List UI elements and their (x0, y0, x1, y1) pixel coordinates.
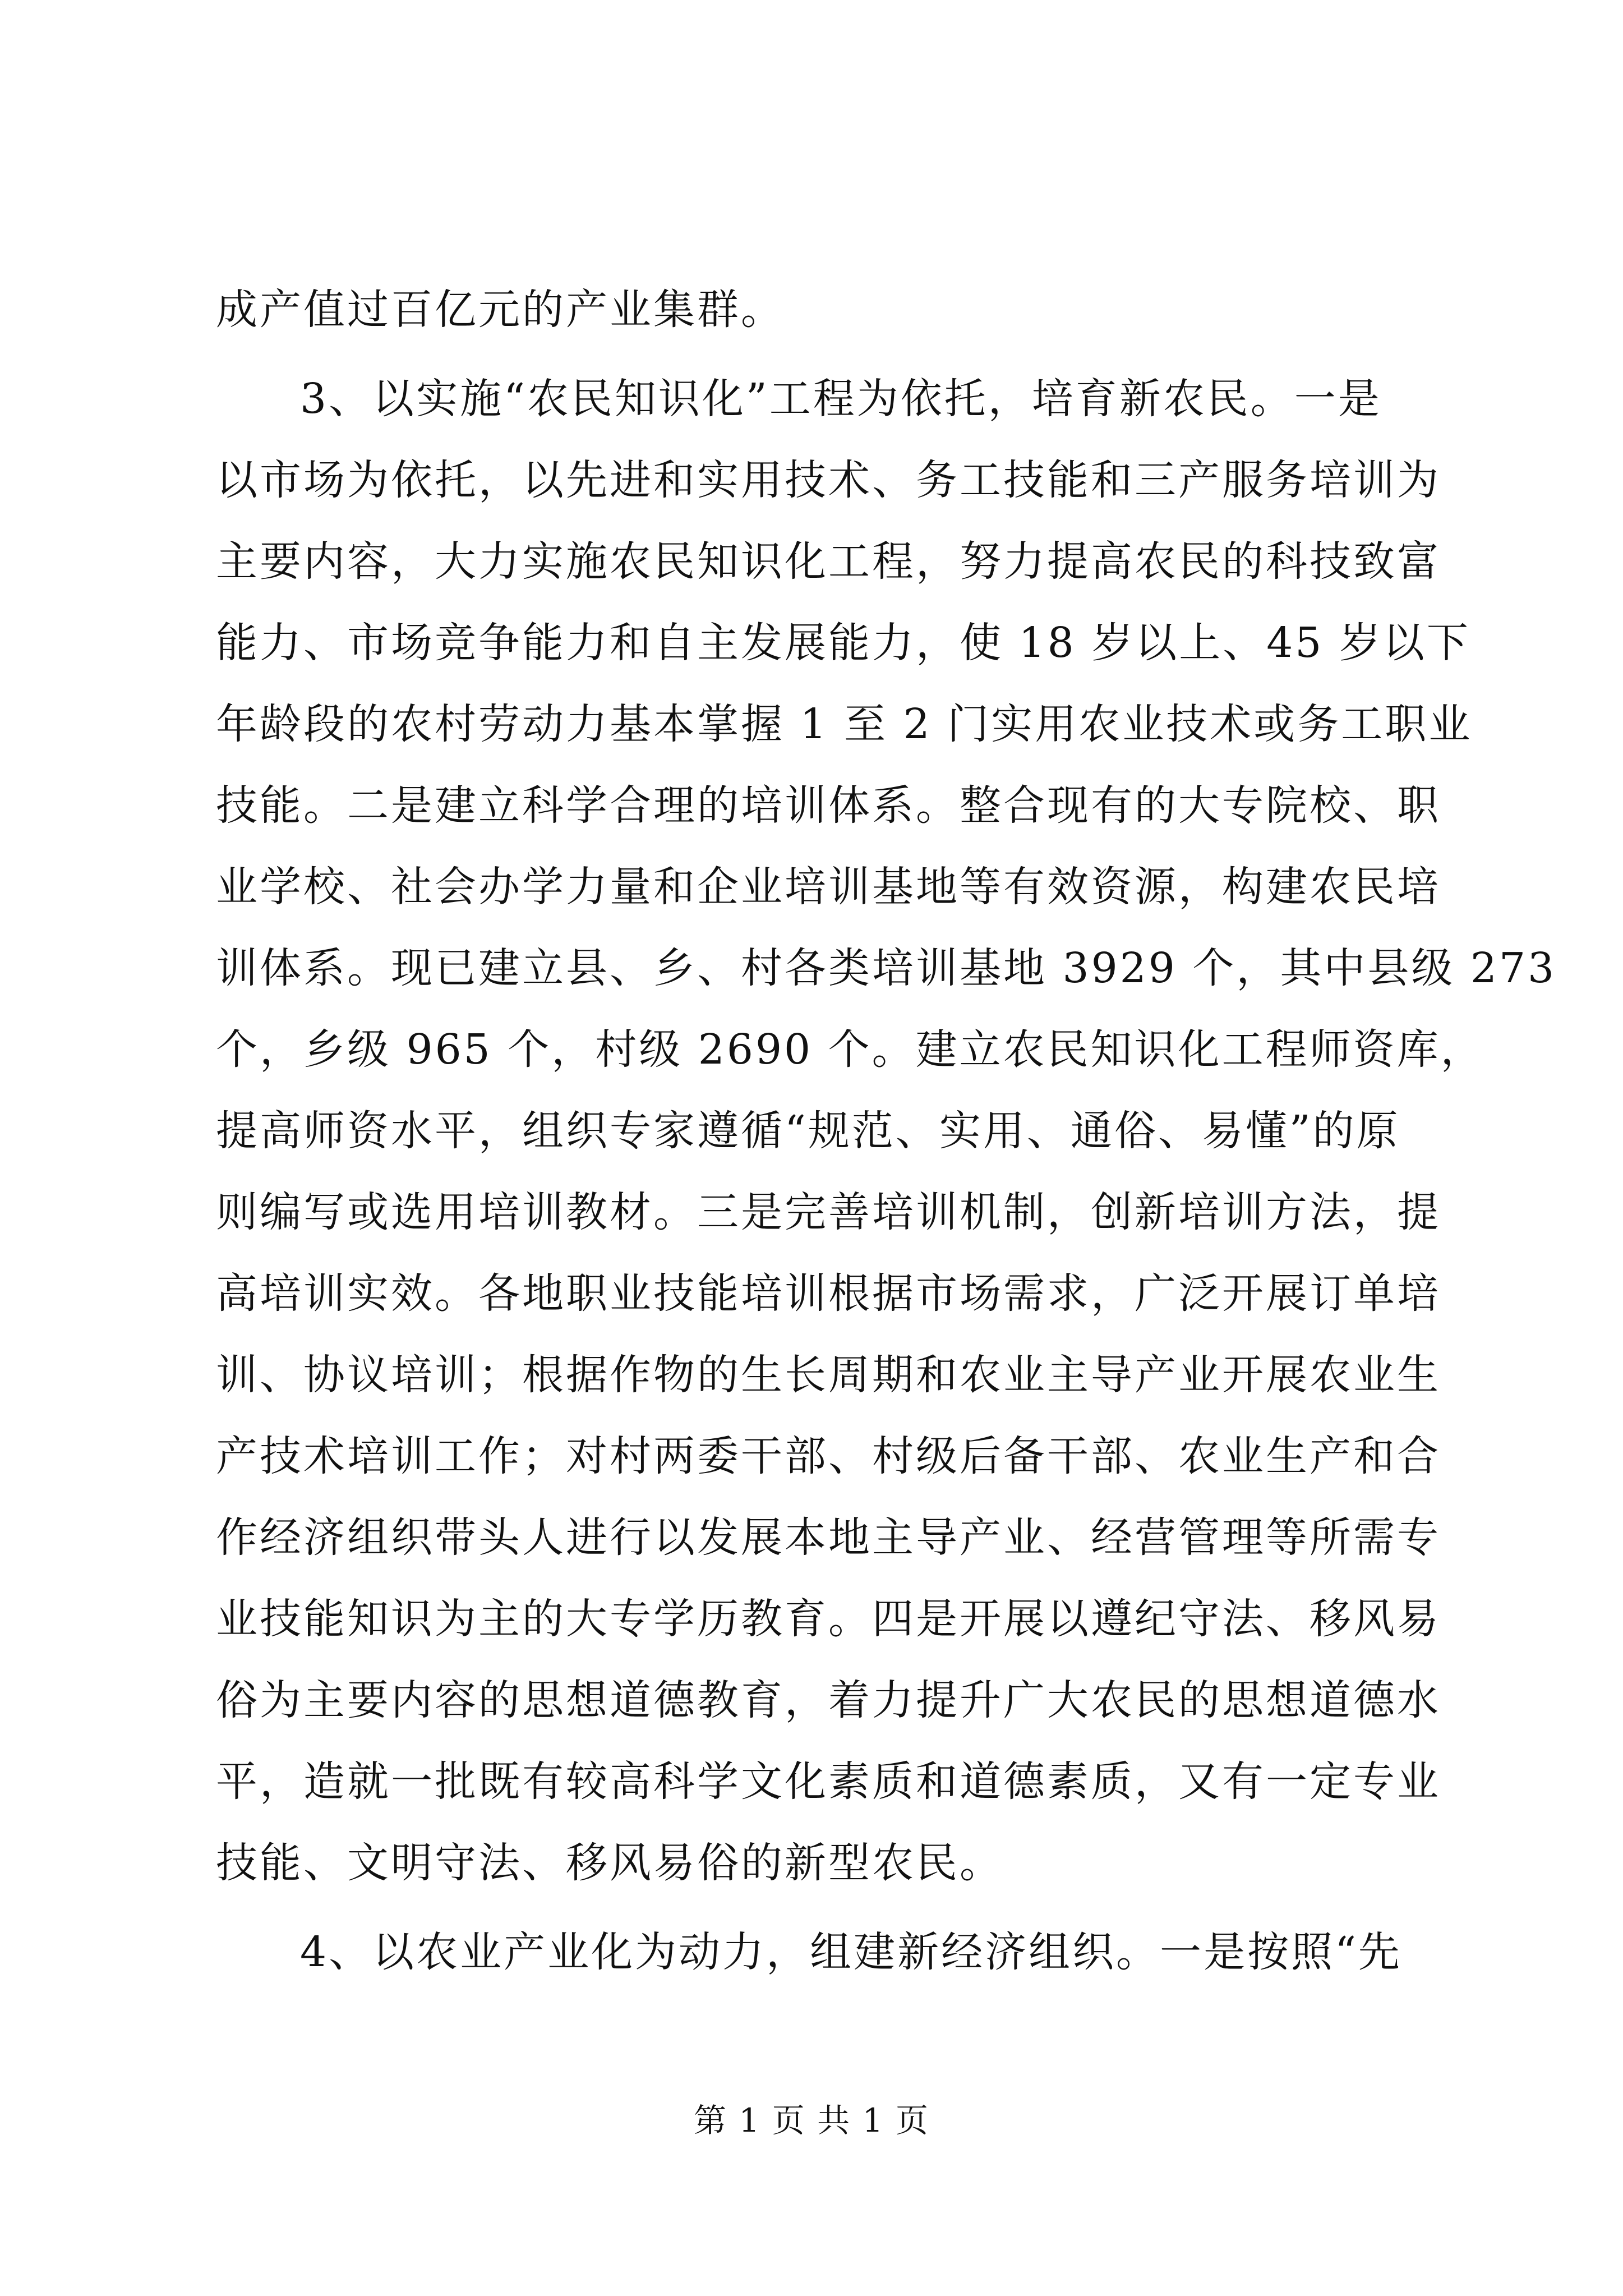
text-line: 作经济组织带头人进行以发展本地主导产业、经营管理等所需专 (216, 1513, 1441, 1562)
text-line: 业学校、社会办学力量和企业培训基地等有效资源，构建农民培 (216, 863, 1441, 911)
text-line: 技能、文明守法、移风易俗的新型农民。 (216, 1839, 1003, 1887)
text-line: 主要内容，大力实施农民知识化工程，努力提高农民的科技致富 (216, 537, 1441, 586)
text-line: 训体系。现已建立县、乡、村各类培训基地 3929 个，其中县级 273 (216, 944, 1557, 992)
text-line: 年龄段的农村劳动力基本掌握 1 至 2 门实用农业技术或务工职业 (216, 700, 1473, 748)
paragraph-4-start: 4、以农业产业化为动力，组建新经济组织。一是按照“先 (300, 1928, 1402, 1976)
text-line: 提高师资水平，组织专家遵循“规范、实用、通俗、易懂”的原 (216, 1107, 1400, 1155)
text-line: 技能。二是建立科学合理的培训体系。整合现有的大专院校、职 (216, 781, 1441, 830)
text-line: 成产值过百亿元的产业集群。 (216, 286, 785, 334)
text-line: 训、协议培训；根据作物的生长周期和农业主导产业开展农业生 (216, 1351, 1441, 1399)
text-line: 产技术培训工作；对村两委干部、村级后备干部、农业生产和合 (216, 1432, 1441, 1480)
text-line: 能力、市场竞争能力和自主发展能力，使 18 岁以上、45 岁以下 (216, 619, 1470, 667)
text-line: 俗为主要内容的思想道德教育，着力提升广大农民的思想道德水 (216, 1676, 1441, 1724)
text-line: 则编写或选用培训教材。三是完善培训机制，创新培训方法，提 (216, 1188, 1441, 1236)
text-line: 平，造就一批既有较高科学文化素质和道德素质，又有一定专业 (216, 1757, 1441, 1806)
text-line: 个，乡级 965 个，村级 2690 个。建立农民知识化工程师资库， (216, 1025, 1484, 1074)
text-line: 高培训实效。各地职业技能培训根据市场需求，广泛开展订单培 (216, 1269, 1441, 1318)
paragraph-3-start: 3、以实施“农民知识化”工程为依托，培育新农民。一是 (300, 375, 1382, 423)
text-line: 业技能知识为主的大专学历教育。四是开展以遵纪守法、移风易 (216, 1595, 1441, 1643)
page-number-footer: 第 1 页 共 1 页 (694, 2101, 929, 2139)
document-body (216, 269, 1557, 1993)
text-line: 以市场为依托，以先进和实用技术、务工技能和三产服务培训为 (216, 456, 1441, 504)
